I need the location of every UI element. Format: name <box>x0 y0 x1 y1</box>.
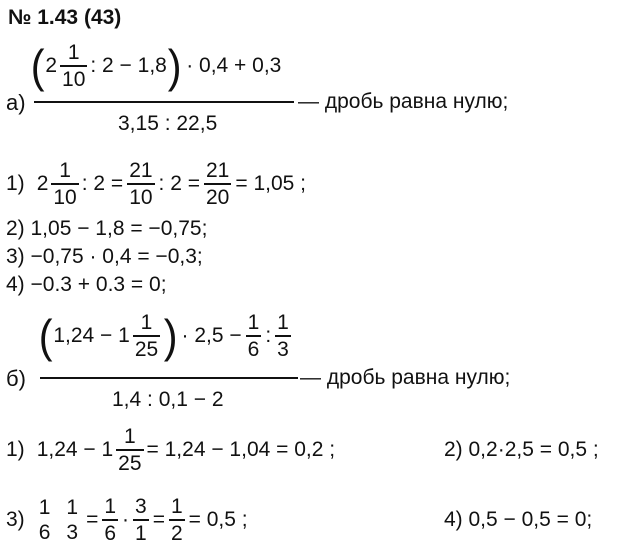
operator: = <box>152 508 165 531</box>
middle-expression: · 2,5 − <box>181 324 242 347</box>
part-b-step-3 <box>6 496 248 544</box>
step-label: 1) <box>6 438 25 461</box>
fraction <box>133 312 160 360</box>
inner-rest: : 2 − 1,8 <box>90 54 167 77</box>
outer-expression: · 0,4 + 0,3 <box>186 54 282 77</box>
part-a-step-4: 4) −0.3 + 0.3 = 0; <box>6 273 167 296</box>
frac-denominator: 6 <box>246 335 262 360</box>
operator: : <box>265 324 272 347</box>
fraction <box>64 497 80 543</box>
step-result: = 1,05 ; <box>235 172 306 195</box>
part-b-fraction-bar <box>40 377 298 379</box>
part-a-statement: — дробь равна нулю; <box>298 90 509 113</box>
frac-denominator: 10 <box>127 183 154 208</box>
part-a-numerator <box>30 42 281 90</box>
fraction <box>51 160 78 208</box>
problem-number: № 1.43 (43) <box>8 6 122 29</box>
fraction <box>37 497 53 543</box>
frac-denominator: 25 <box>116 449 143 474</box>
frac-numerator: 1 <box>247 311 260 334</box>
frac-numerator: 21 <box>129 159 153 182</box>
part-b-statement: — дробь равна нулю; <box>300 366 511 389</box>
step-expression: 1,24 − 1 <box>36 438 114 461</box>
fraction <box>204 160 231 208</box>
right-paren: ) <box>167 40 182 92</box>
frac-numerator: 1 <box>170 495 183 518</box>
step-label: 1) <box>6 172 25 195</box>
fraction <box>60 42 87 90</box>
left-paren: ( <box>30 40 45 92</box>
right-paren: ) <box>163 310 178 362</box>
frac-denominator: 3 <box>66 521 79 544</box>
frac-denominator: 2 <box>169 519 185 544</box>
part-b-denominator: 1,4 : 0,1 − 2 <box>112 388 224 411</box>
fraction <box>133 496 149 544</box>
mixed-whole: 2 <box>36 172 49 195</box>
part-a-step-2: 2) 1,05 − 1,8 = −0,75; <box>6 217 208 240</box>
part-a-step-3: 3) −0,75 · 0,4 = −0,3; <box>6 245 203 268</box>
part-b-step-1 <box>6 426 335 474</box>
frac-denominator: 6 <box>102 519 118 544</box>
frac-denominator: 3 <box>275 335 291 360</box>
frac-numerator: 1 <box>67 41 80 64</box>
fraction <box>275 312 291 360</box>
frac-numerator: 1 <box>124 425 136 448</box>
part-b-numerator <box>38 312 295 360</box>
part-a-fraction-bar <box>34 101 294 103</box>
frac-denominator: 6 <box>38 521 51 544</box>
part-a-label: а) <box>6 90 26 115</box>
frac-numerator: 1 <box>277 311 289 334</box>
frac-numerator: 1 <box>140 311 153 334</box>
frac-denominator: 10 <box>51 183 78 208</box>
left-paren: ( <box>38 310 53 362</box>
frac-numerator: 1 <box>66 496 79 519</box>
part-b-label: б) <box>6 366 26 391</box>
fraction <box>127 160 154 208</box>
frac-denominator: 20 <box>204 183 231 208</box>
frac-numerator: 21 <box>206 159 230 182</box>
step-label: 3) <box>6 508 25 531</box>
frac-numerator: 3 <box>135 495 147 518</box>
step-result: = 0,5 ; <box>188 508 248 531</box>
part-a-denominator: 3,15 : 22,5 <box>118 112 218 135</box>
operator: : 2 = <box>158 172 200 195</box>
step-result: = 1,24 − 1,04 = 0,2 ; <box>146 438 336 461</box>
frac-denominator: 1 <box>133 519 149 544</box>
frac-denominator: 25 <box>133 335 160 360</box>
part-b-step-4: 4) 0,5 − 0,5 = 0; <box>444 508 593 531</box>
inner-expression: 1,24 − 1 <box>53 324 130 347</box>
fraction <box>169 496 185 544</box>
operator: : 2 = <box>81 172 124 195</box>
fraction <box>246 312 262 360</box>
frac-numerator: 1 <box>104 495 117 518</box>
frac-numerator: 1 <box>38 496 51 519</box>
part-a-step-1 <box>6 160 306 208</box>
frac-denominator: 10 <box>60 65 87 90</box>
fraction <box>102 496 118 544</box>
operator: = <box>86 508 99 531</box>
operator: · <box>122 508 130 531</box>
mixed-whole: 2 <box>45 54 58 77</box>
frac-numerator: 1 <box>59 159 71 182</box>
part-b-step-2: 2) 0,2·2,5 = 0,5 ; <box>444 438 599 461</box>
fraction <box>116 426 143 474</box>
